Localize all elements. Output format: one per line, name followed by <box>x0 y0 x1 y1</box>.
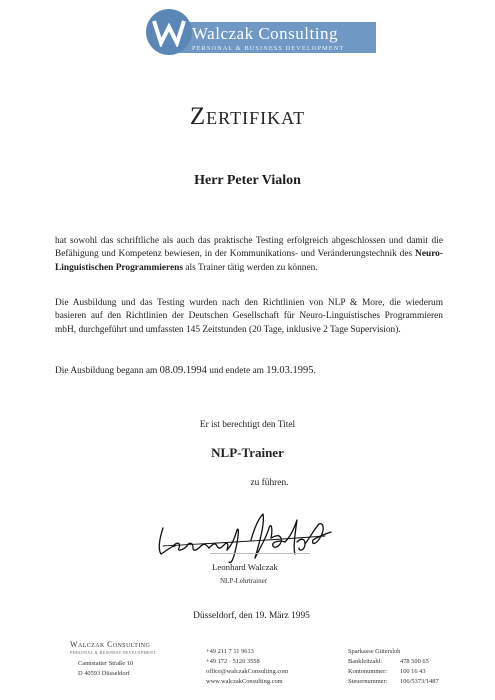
footer-tax-label: Steuernummer: <box>348 678 388 685</box>
footer-bank-block <box>348 647 439 687</box>
footer-company-name-text: Walczak Consulting <box>70 640 151 649</box>
footer-email: office@walczakConsulting.com <box>206 668 289 675</box>
certificate-title-text: Zertifikat <box>189 103 306 130</box>
footer-phone: +49 211 7 11 9613 <box>206 648 254 655</box>
footer-contact-block <box>206 647 288 687</box>
paragraph-guidelines: Die Ausbildung und das Testing wurden nach den Richtlinien von NLP & More, die wiederum basieren auf den Richtlinien der Deutschen Gesellschaft für Neuro-Linguistisches Programmieren mbH, durchgeführt und umfassten 145 Zeitstunden (20 Tage, inklusive 2 Tage Supervision). <box>55 298 443 335</box>
footer-city: D 40593 Düsseldorf <box>78 670 130 677</box>
footer-mobile: +49 172 · 5120 3558 <box>206 658 260 665</box>
dates-text-start: Die Ausbildung begann am <box>55 366 160 376</box>
paragraph-qualification-end: als Trainer tätig werden zu können. <box>183 262 318 273</box>
signer-name: Leonhard Walczak <box>212 562 278 572</box>
degree-title: NLP-Trainer <box>211 445 284 460</box>
footer-company-block <box>70 640 156 679</box>
company-logo <box>146 9 376 59</box>
dates-text-middle: und endete am <box>206 366 267 376</box>
footer-company-tagline: PERSONAL & BUSINESS DEVELOPMENT <box>70 651 157 655</box>
signer-role: NLP-Lehrtrainer <box>220 577 268 585</box>
footer-account: 100 16 43 <box>400 668 426 675</box>
paragraph-dates <box>55 364 443 378</box>
footer-street: Cannstatter Straße 10 <box>78 660 134 667</box>
logo-w-emblem-icon <box>146 9 192 55</box>
logo-tagline: PERSONAL & BUSINESS DEVELOPMENT <box>192 45 345 52</box>
start-date: 08.09.1994 <box>159 365 207 376</box>
paragraph-qualification-bold: Neuro-Linguistischen Programmierens <box>55 249 443 273</box>
end-date: 19.03.1995 <box>266 365 314 376</box>
handwritten-signature <box>155 506 335 568</box>
footer-web: www.walczakConsulting.com <box>206 678 283 685</box>
footer-bank-name: Sparkasse Gütersloh <box>348 648 401 655</box>
footer-account-label: Kontonummer: <box>348 668 388 675</box>
logo-company-name: Walczak Consulting <box>192 24 338 43</box>
paragraph-qualification <box>55 235 443 275</box>
footer-account-row <box>348 667 439 677</box>
footer-bank-code: 478 500 65 <box>400 658 429 665</box>
recipient-name: Herr Peter Vialon <box>194 173 301 188</box>
footer-tax: 106/5373/1487 <box>400 678 439 685</box>
footer <box>0 640 495 700</box>
footer-company-name <box>70 640 156 650</box>
footer-tax-row <box>348 677 439 687</box>
signature-line <box>210 553 310 554</box>
entitled-text: Er ist berechtigt den Titel <box>199 420 296 430</box>
dates-text-end: . <box>313 366 316 376</box>
place-and-date: Düsseldorf, den 19. März 1995 <box>193 611 310 621</box>
footer-bank-code-label: Bankleitzahl: <box>348 658 383 665</box>
paragraph-qualification-text: hat sowohl das schriftliche als auch das praktische Testing erfolgreich abgeschlossen und damit die Befähigung und Kompetenz bewiesen, in der Kommunikations- und Veränderungstechnik des <box>55 236 443 260</box>
footer-bank-code-row <box>348 657 439 667</box>
closing-text: zu führen. <box>250 478 289 488</box>
certificate-title <box>0 103 495 131</box>
